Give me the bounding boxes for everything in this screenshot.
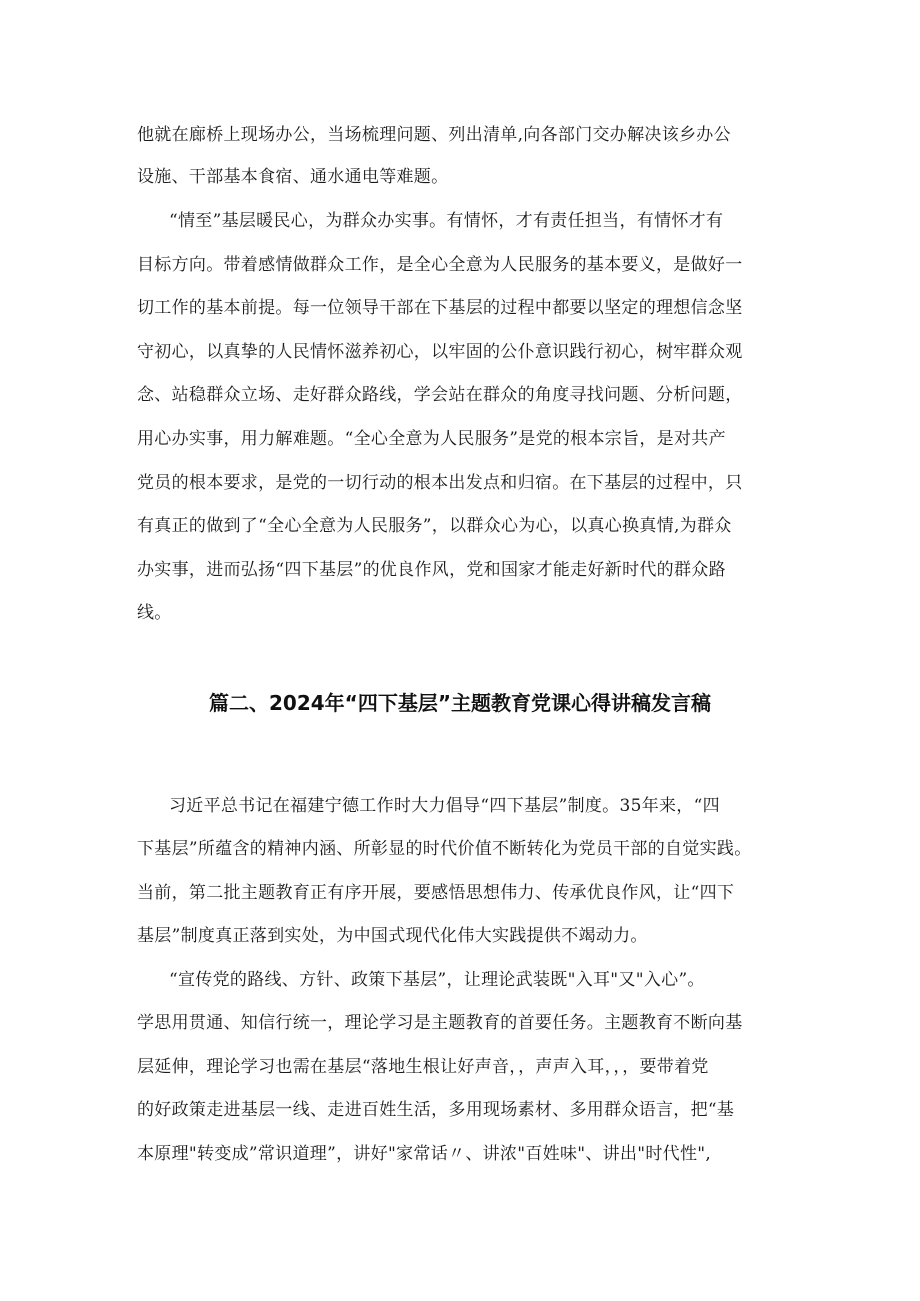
text-line-content: 切工作的基本前提。每一位领导干部在下基层的过程中都要以坚定的理想信念坚	[137, 298, 743, 318]
text-line-content: 下基层”所蕴含的精神内涵、所彰显的时代价值不断转化为党员干部的自觉实践。	[137, 839, 752, 859]
text-line-content: 办实事，进而弘扬“四下基层”的优良作风，党和国家才能走好新时代的群众路	[137, 560, 726, 580]
text-line-content: 念、站稳群众立场、走好群众路线，学会站在群众的角度寻找问题、分析问题，	[137, 385, 743, 405]
text-line-content: 用心办实事，用力解难题。“全心全意为人民服务”是党的根本宗旨，是对共产	[137, 429, 726, 449]
text-line-content: 线。	[137, 603, 172, 623]
text-line-content: 的好政策走进基层一线、走进百姓生活，多用现场素材、多用群众语言，把“基	[137, 1100, 735, 1120]
section-heading: 篇二、2024年“四下基层”主题教育党课心得讲稿发言稿	[209, 691, 711, 715]
text-line-content: 设施、干部基本食宿、通水通电等难题。	[137, 167, 449, 187]
text-line-content: 层延伸，理论学习也需在基层“落地生根让好声音，，声声入耳，，，要带着党	[137, 1057, 709, 1077]
text-line-content: “宣传党的路线、方针、政策下基层”，让理论武装既"入耳"又"入心”。	[169, 970, 705, 990]
text-line-content: 有真正的做到了“全心全意为人民服务”，以群众心为心，以真心换真情,为群众	[137, 516, 732, 536]
text-line-content: “情至”基层暖民心，为群众办实事。有情怀，才有责任担当，有情怀才有	[169, 211, 724, 231]
text-line-content: 本原理"转变成”常识道理”，讲好"家常话〃、讲浓"百姓味"、讲出"时代性",	[137, 1144, 712, 1164]
text-line-content: 学思用贯通、知信行统一，理论学习是主题教育的首要任务。主题教育不断向基	[137, 1013, 743, 1033]
text-line-content: 基层”制度真正落到实处，为中国式现代化伟大实践提供不竭动力。	[137, 926, 648, 946]
text-line-content: 他就在廊桥上现场办公，当场梳理问题、列出清单,向各部门交办解决该乡办公	[137, 125, 731, 145]
text-line-content: 当前，第二批主题教育正有序开展，要感悟思想伟力、传承优良作风，让“四下	[137, 883, 735, 903]
text-line-content: 守初心，以真挚的人民情怀滋养初心，以牢固的公仆意识践行初心，树牢群众观	[137, 342, 743, 362]
text-line-content: 习近平总书记在福建宁德工作时大力倡导“四下基层”制度。35年来，“四	[169, 796, 720, 816]
text-line-content: 目标方向。带着感情做群众工作，是全心全意为人民服务的基本要义，是做好一	[137, 255, 743, 275]
text-line-content: 党员的根本要求，是党的一切行动的根本出发点和归宿。在下基层的过程中，只	[137, 473, 743, 493]
